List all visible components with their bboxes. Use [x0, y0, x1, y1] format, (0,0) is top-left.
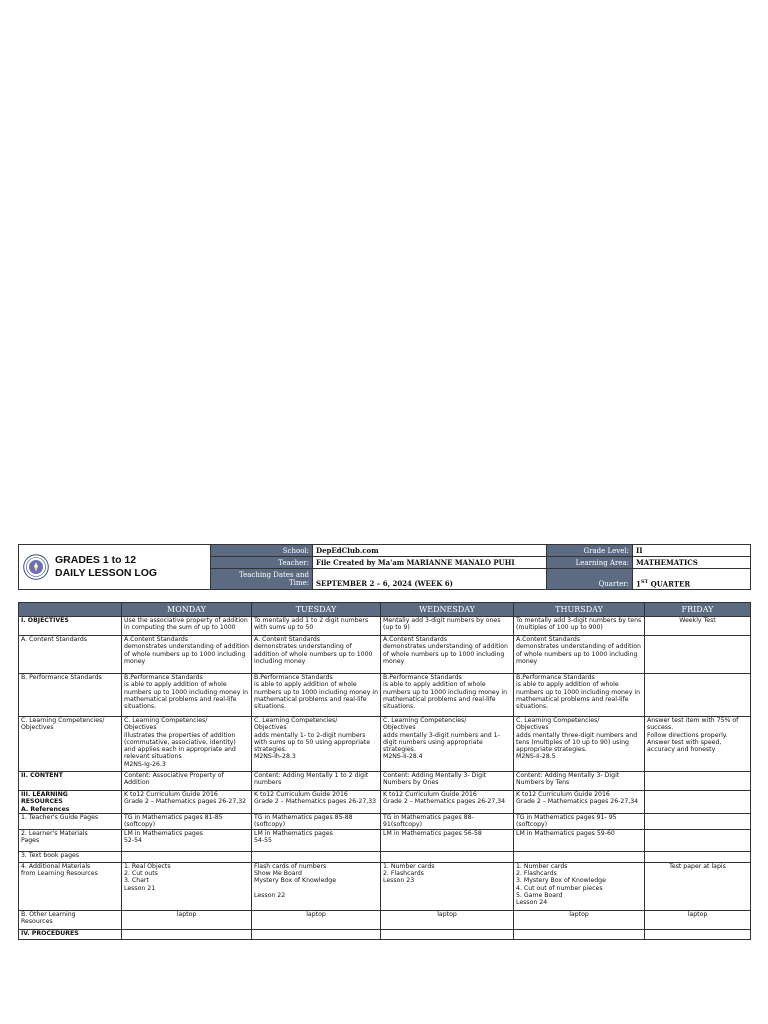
lesson-cell — [122, 851, 252, 862]
dates-label — [211, 569, 313, 590]
lesson-cell: B.Performance Standards is able to apply addition of whole numbers up to 1000 including money in mathematical problems and real-life situations. — [252, 674, 381, 717]
table-row — [19, 636, 751, 674]
table-row — [19, 791, 751, 814]
lesson-cell: LM in Mathematics pages 56-58 — [381, 829, 514, 851]
lesson-cell: To mentally add 1 to 2 digit numbers with sums up to 50 — [252, 617, 381, 636]
lesson-cell: laptop — [645, 910, 751, 929]
lesson-cell: Mentally add 3-digit numbers by ones (up to 9) — [381, 617, 514, 636]
lesson-cell: B.Performance Standards is able to apply addition of whole numbers up to 1000 including money in mathematical problems and real-life situations. — [122, 674, 252, 717]
lesson-cell — [645, 851, 751, 862]
lesson-cell: 1. Number cards 2. Flashcards Lesson 23 — [381, 862, 514, 910]
lesson-cell — [645, 929, 751, 939]
lesson-cell: Test paper at lapis — [645, 862, 751, 910]
lesson-cell: Content: Adding Mentally 3- Digit Numbers by Tens — [514, 772, 645, 791]
table-row — [19, 829, 751, 851]
day-header-row — [19, 603, 751, 617]
lesson-cell: Weekly Test — [645, 617, 751, 636]
lesson-cell: B.Performance Standards is able to apply addition of whole numbers up to 1000 including money in mathematical problems and real-life situations. — [381, 674, 514, 717]
lesson-cell: K to12 Curriculum Guide 2016 Grade 2 – Mathematics pages 26-27,34 — [514, 791, 645, 814]
school-label: School: — [211, 545, 313, 557]
lesson-cell: 1. Number cards 2. Flashcards 3. Mystery Box of Knowledge 4. Cut out of number pieces 5. Game Board Lesson 24 — [514, 862, 645, 910]
row-label: 4. Additional Materials from Learning Resources — [19, 862, 122, 910]
lesson-cell: Answer test item with 75% of success. Follow directions properly. Answer test with speed, accuracy and honesty — [645, 717, 751, 772]
dates-value: SEPTEMBER 2 – 6, 2024 (WEEK 6) — [313, 569, 547, 590]
title-line-1: GRADES 1 to 12 — [55, 554, 137, 566]
table-row — [19, 862, 751, 910]
quarter-value — [633, 569, 751, 590]
lesson-cell — [645, 813, 751, 829]
lesson-cell — [645, 772, 751, 791]
row-label: A. Content Standards — [19, 636, 122, 674]
day-header: MONDAY — [122, 603, 252, 617]
lesson-cell: Content: Adding Mentally 3- Digit Numbers by Ones — [381, 772, 514, 791]
row-label: I. OBJECTIVES — [19, 617, 122, 636]
lesson-cell: Flash cards of numbers Show Me Board Mystery Box of Knowledge Lesson 22 — [252, 862, 381, 910]
lesson-cell: 1. Real Objects 2. Cut outs 3. Chart Lesson 21 — [122, 862, 252, 910]
lesson-cell — [645, 829, 751, 851]
school-value: DepEdClub.com — [313, 545, 547, 557]
lesson-cell: K to12 Curriculum Guide 2016 Grade 2 – Mathematics pages 26-27,32 — [122, 791, 252, 814]
grade-value: II — [633, 545, 751, 557]
day-header: WEDNESDAY — [381, 603, 514, 617]
lesson-cell: A.Content Standards demonstrates understanding of addition of whole numbers up to 1000 including money — [514, 636, 645, 674]
day-header: TUESDAY — [252, 603, 381, 617]
lesson-cell — [645, 636, 751, 674]
lesson-cell — [381, 851, 514, 862]
lesson-cell: laptop — [252, 910, 381, 929]
lesson-cell — [122, 929, 252, 939]
lesson-cell: LM in Mathematics pages 52-54 — [122, 829, 252, 851]
lesson-cell: laptop — [514, 910, 645, 929]
lesson-cell: C. Learning Competencies/ Objectives adds mentally three-digit numbers and tens (multiples of 10 up to 90) using appropriate strategies. M2NS-Ii-28.5 — [514, 717, 645, 772]
lesson-cell: TG in Mathematics pages 91- 95 (softcopy) — [514, 813, 645, 829]
lesson-cell: Content: Adding Mentally 1 to 2 digit numbers — [252, 772, 381, 791]
lesson-cell: laptop — [381, 910, 514, 929]
table-row — [19, 717, 751, 772]
table-row — [19, 851, 751, 862]
lesson-cell: Use the associative property of addition in computing the sum of up to 1000 — [122, 617, 252, 636]
lesson-cell: TG in Mathematics pages 81-85 (softcopy) — [122, 813, 252, 829]
lesson-cell: K to12 Curriculum Guide 2016 Grade 2 – Mathematics pages 26-27,33 — [252, 791, 381, 814]
lesson-grid — [18, 602, 751, 940]
row-label: III. LEARNING RESOURCES A. References — [19, 791, 122, 814]
teacher-label: Teacher: — [211, 557, 313, 569]
day-header: FRIDAY — [645, 603, 751, 617]
lesson-cell: TG in Mathematics pages 85-88 (softcopy) — [252, 813, 381, 829]
dates-label-line-1: Teaching Dates and — [238, 571, 309, 579]
lesson-cell — [645, 791, 751, 814]
lesson-cell: A. Content Standards demonstrates understanding of addition of whole numbers up to 1000 including money — [252, 636, 381, 674]
lesson-cell — [514, 929, 645, 939]
daily-lesson-log — [18, 544, 750, 940]
quarter-rest: QUARTER — [648, 579, 691, 588]
table-row — [19, 617, 751, 636]
row-label: 3. Text book pages — [19, 851, 122, 862]
quarter-label: Quarter: — [547, 569, 633, 590]
title-block — [19, 545, 211, 590]
lesson-cell: To mentally add 3-digit numbers by tens (multiples of 100 up to 900) — [514, 617, 645, 636]
lesson-cell — [645, 674, 751, 717]
lesson-cell: laptop — [122, 910, 252, 929]
lesson-cell: C. Learning Competencies/ Objectives illustrates the properties of addition (commutative, associative, identity) and applies each in appropriate and relevant situations M2NS-Ig-26.3 — [122, 717, 252, 772]
quarter-num: 1 — [636, 579, 641, 588]
lesson-cell — [381, 929, 514, 939]
lesson-cell — [514, 851, 645, 862]
row-label: B. Performance Standards — [19, 674, 122, 717]
day-header: THURSDAY — [514, 603, 645, 617]
title-line-2: DAILY LESSON LOG — [55, 567, 158, 579]
row-label: II. CONTENT — [19, 772, 122, 791]
header-table — [18, 544, 751, 590]
table-row — [19, 674, 751, 717]
row-label: IV. PROCEDURES — [19, 929, 122, 939]
quarter-sup: ST — [640, 578, 649, 585]
grid-body — [19, 617, 751, 940]
area-label: Learning Area: — [547, 557, 633, 569]
lesson-cell: LM in Mathematics pages 59-60 — [514, 829, 645, 851]
lesson-cell: C. Learning Competencies/ Objectives adds mentally 1- to 2-digit numbers with sums up to 50 using appropriate strategies. M2NS-Ih-28.3 — [252, 717, 381, 772]
lesson-cell: LM in Mathematics pages 54-55 — [252, 829, 381, 851]
corner-cell — [19, 603, 122, 617]
dates-label-line-2: Time: — [288, 579, 309, 587]
area-value: MATHEMATICS — [633, 557, 751, 569]
table-row — [19, 772, 751, 791]
lesson-cell — [252, 929, 381, 939]
lesson-cell: C. Learning Competencies/ Objectives adds mentally 3-digit numbers and 1-digit numbers using appropriate strategies. M2NS-Ii-28.4 — [381, 717, 514, 772]
table-row — [19, 910, 751, 929]
lesson-cell: K to12 Curriculum Guide 2016 Grade 2 – Mathematics pages 26-27,34 — [381, 791, 514, 814]
lesson-cell: A.Content Standards demonstrates understanding of addition of whole numbers up to 1000 including money — [381, 636, 514, 674]
row-label: 1. Teacher's Guide Pages — [19, 813, 122, 829]
grade-label: Grade Level: — [547, 545, 633, 557]
lesson-cell — [252, 851, 381, 862]
lesson-cell: A.Content Standards demonstrates understanding of addition of whole numbers up to 1000 including money — [122, 636, 252, 674]
lesson-cell: TG in Mathematics pages 88-91(softcopy) — [381, 813, 514, 829]
row-label: C. Learning Competencies/ Objectives — [19, 717, 122, 772]
row-label: 2. Learner's Materials Pages — [19, 829, 122, 851]
deped-seal-icon — [23, 554, 49, 580]
teacher-value: File Created by Ma'am MARIANNE MANALO PUHI — [313, 557, 547, 569]
row-label: B. Other Learning Resources — [19, 910, 122, 929]
lesson-cell: B.Performance Standards is able to apply addition of whole numbers up to 1000 including money in mathematical problems and real-life situations. — [514, 674, 645, 717]
lesson-cell: Content: Associative Property of Addition — [122, 772, 252, 791]
table-row — [19, 929, 751, 939]
table-row — [19, 813, 751, 829]
